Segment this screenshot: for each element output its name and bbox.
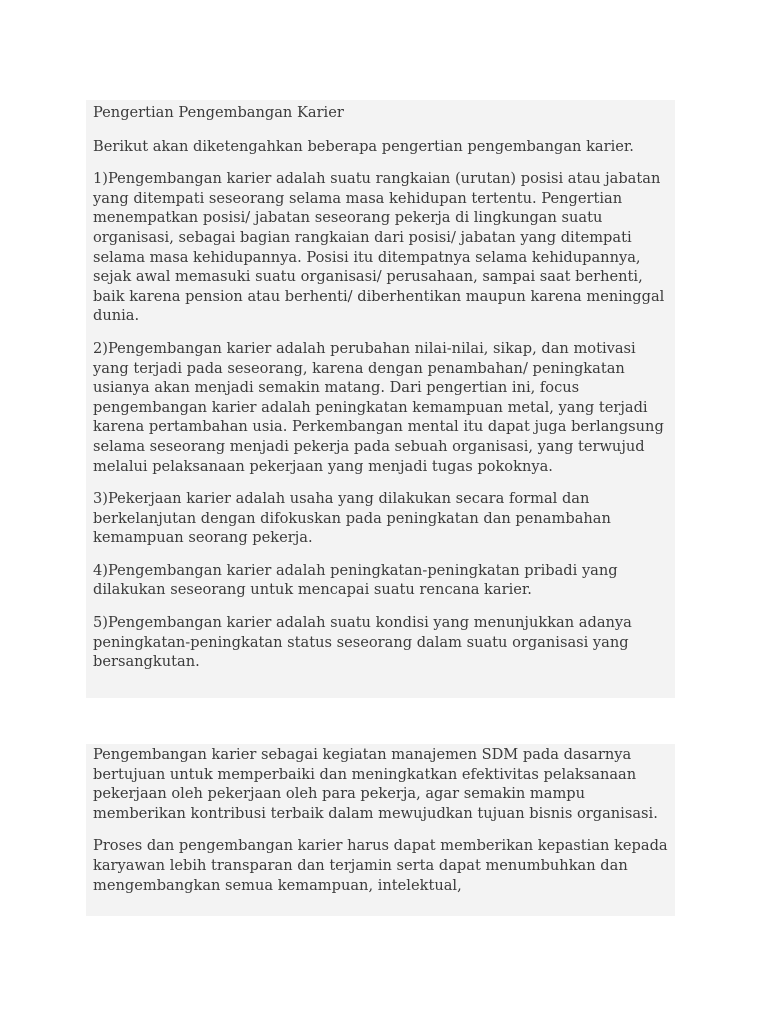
definition-item-3: 3)Pekerjaan karier adalah usaha yang dilakukan secara formal dan berkelanjutan dengan difokuskan pada peningkatan dan penambahan kemampuan seorang pekerja.: [93, 490, 611, 547]
definition-item-1: 1)Pengembangan karier adalah suatu rangkaian (urutan) posisi atau jabatan yang ditempati seseorang selama masa kehidupan tertentu. Pengertian menempatkan posisi/ jabatan seseorang pekerja di lingkungan suatu organisasi, sebagai bagian rangkaian dari posisi/ jabatan yang ditempati selama masa kehidupannya. Posisi itu ditempatnya selama kehidupannya, sejak awal memasuki suatu organisasi/ perusahaan, sampai saat berhenti, baik karena pension atau berhenti/ diberhentikan maupun karena meninggal dunia.: [93, 170, 665, 325]
intro-paragraph: Berikut akan diketengahkan beberapa pengertian pengembangan karier.: [93, 137, 634, 155]
definition-item-5: 5)Pengembangan karier adalah suatu kondisi yang menunjukkan adanya peningkatan-peningkatan status seseorang dalam suatu organisasi yang bersangkutan.: [93, 614, 632, 671]
spacer: [93, 476, 675, 489]
spacer: [93, 548, 675, 561]
section-career-development-purpose: [86, 744, 675, 916]
spacer: [93, 123, 675, 137]
section-career-definitions: [86, 100, 675, 698]
section-title: Pengertian Pengembangan Karier: [93, 104, 344, 121]
spacer: [93, 823, 675, 836]
spacer: [93, 326, 675, 339]
process-paragraph: Proses dan pengembangan karier harus dapat memberikan kepastian kepada karyawan lebih transparan dan terjamin serta dapat menumbuhkan dan mengembangkan semua kemampuan, intelektual,: [93, 837, 668, 894]
spacer: [93, 600, 675, 613]
definition-item-2: 2)Pengembangan karier adalah perubahan nilai-nilai, sikap, dan motivasi yang terjadi pada seseorang, karena dengan penambahan/ peningkatan usianya akan menjadi semakin matang. Dari pengertian ini, focus pengembangan karier adalah peningkatan kemampuan metal, yang terjadi karena pertambahan usia. Perkembangan mental itu dapat juga berlangsung selama seseorang menjadi pekerja pada sebuah organisasi, yang terwujud melalui pelaksanaan pekerjaan yang menjadi tugas pokoknya.: [93, 339, 664, 475]
purpose-paragraph: Pengembangan karier sebagai kegiatan manajemen SDM pada dasarnya bertujuan untuk memperbaiki dan meningkatkan efektivitas pelaksanaan pekerjaan oleh pekerjaan oleh para pekerja, agar semakin mampu memberikan kontribusi terbaik dalam mewujudkan tujuan bisnis organisasi.: [93, 746, 658, 822]
definition-item-4: 4)Pengembangan karier adalah peningkatan-peningkatan pribadi yang dilakukan seseorang untuk mencapai suatu rencana karier.: [93, 561, 618, 599]
spacer: [93, 156, 675, 169]
